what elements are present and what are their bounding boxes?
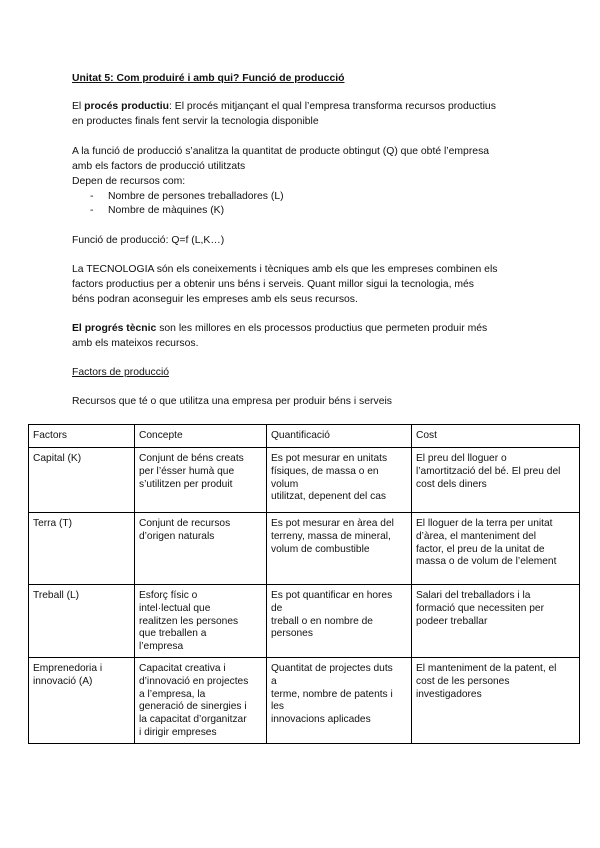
dash-bullet-icon: -	[90, 205, 94, 216]
page-title: Unitat 5: Com produiré i amb qui? Funció de producció	[72, 73, 345, 84]
cell-concepte	[135, 585, 267, 658]
cell-concepte	[135, 448, 267, 513]
cell-text-line: de	[271, 602, 283, 614]
production-function-formula: Funció de producció: Q=f (L,K…)	[72, 235, 225, 246]
cell-text-line: a l’empresa, la	[139, 688, 206, 700]
funcio-intro-line-3: Depen de recursos com:	[72, 176, 186, 187]
proces-definition-text: : El procés mitjançant el qual l’empresa transforma recursos productius	[169, 101, 496, 112]
cell-text-line: terreny, massa de mineral,	[271, 530, 391, 542]
cell-text-line: cost dels diners	[416, 478, 487, 490]
cell-text-line: a	[271, 675, 277, 687]
cell-factor	[29, 448, 135, 513]
cell-text-line: innovació (A)	[33, 675, 93, 687]
cell-text-line: Es pot mesurar en unitats	[271, 453, 388, 464]
cell-text-line: generació de sinergies i	[139, 701, 247, 713]
cell-text-line: innovacions aplicades	[271, 714, 371, 726]
cell-text-line: Terra (T)	[33, 518, 73, 529]
dash-bullet-icon: -	[90, 191, 94, 202]
cell-text-line: El manteniment de la patent, el	[416, 662, 557, 674]
factors-intro: Recursos que té o que utilitza una empresa per produir béns i serveis	[72, 396, 392, 407]
table-row	[29, 585, 580, 658]
cell-text-line: d’origen naturals	[139, 530, 215, 542]
cell-text-line: per l’ésser humà que	[139, 465, 235, 477]
cell-text-line: treball o en nombre de	[271, 615, 373, 627]
cell-factor	[29, 585, 135, 658]
resources-list	[90, 190, 284, 218]
funcio-intro-line-1: A la funció de producció s’analitza la quantitat de producte obtingut (Q) que obté l’empresa	[72, 146, 490, 157]
proces-definition-line-1	[72, 100, 496, 114]
cell-text-line: l’empresa	[139, 641, 184, 653]
header-factors: Factors	[29, 425, 135, 448]
progres-line-1: El progrés tècnic son les millores en els processos productius que permeten produir més	[72, 323, 488, 334]
tecnologia-line-1: La TECNOLOGIA són els coneixements i tècniques amb els que les empreses combinen els	[72, 264, 498, 275]
cell-text-line: volum de combustible	[271, 543, 370, 555]
factors-heading: Factors de producció	[72, 367, 170, 378]
cell-cost	[412, 513, 580, 585]
cell-quantificacio	[267, 513, 412, 585]
header-cost: Cost	[412, 425, 580, 448]
tecnologia-line-3: béns podran aconseguir les empreses amb els seus recursos.	[72, 294, 358, 305]
cell-text-line: s’utilitzen per produit	[139, 478, 233, 490]
table-row	[29, 657, 580, 743]
cell-factor	[29, 657, 135, 743]
cell-text-line: que treballen a	[139, 628, 207, 640]
tecnologia-line-2: factors productius per a obtenir uns béns i serveis. Quant millor sigui la tecnologia, més	[72, 279, 474, 290]
cell-text-line: massa o de volum de l’element	[416, 556, 557, 568]
cell-text-line: volum	[271, 478, 299, 490]
cell-cost	[412, 448, 580, 513]
header-concepte: Concepte	[135, 425, 267, 448]
cell-text-line: formació que necessiten per	[416, 602, 544, 614]
proces-definition-line-2: en productes finals fent servir la tecnologia disponible	[72, 116, 319, 127]
cell-concepte	[135, 657, 267, 743]
table-header-row	[29, 425, 580, 448]
funcio-intro-line-2: amb els factors de producció utilitzats	[72, 161, 246, 172]
cell-text-line: Capacitat creativa i	[139, 662, 226, 674]
cell-quantificacio	[267, 657, 412, 743]
cell-concepte	[135, 513, 267, 585]
cell-text-line: Esforç físic o	[139, 590, 198, 601]
cell-text-line: i dirigir empreses	[139, 726, 217, 738]
cell-text-line: Salari del treballadors i la	[416, 590, 531, 601]
cell-text-line: investigadores	[416, 688, 482, 700]
cell-text-line: persones	[271, 628, 313, 640]
list-item: - Nombre de persones treballadores (L)	[90, 191, 284, 202]
cell-text-line: Treball (L)	[33, 590, 80, 601]
cell-text-line: la capacitat d’organitzar	[139, 714, 247, 726]
cell-text-line: d’innovació en projectes	[139, 675, 249, 687]
cell-cost	[412, 585, 580, 658]
cell-text-line: terme, nombre de patents i	[271, 688, 393, 700]
cell-quantificacio	[267, 585, 412, 658]
cell-factor	[29, 513, 135, 585]
cell-text-line: El preu del lloguer o	[416, 453, 507, 464]
proces-prefix: El	[72, 101, 85, 112]
cell-text-line: l’amortització del bé. El preu del	[416, 465, 561, 477]
cell-text-line: les	[271, 701, 285, 713]
cell-text-line: Conjunt de recursos	[139, 518, 231, 529]
cell-text-line: Capital (K)	[33, 453, 82, 464]
cell-text-line: físiques, de massa o en	[271, 465, 379, 477]
cell-text-line: d’àrea, el manteniment del	[416, 530, 537, 542]
cell-text-line: Quantitat de projectes duts	[271, 662, 393, 674]
cell-text-line: intel·lectual que	[139, 602, 211, 614]
progres-line-2: amb els mateixos recursos.	[72, 338, 199, 349]
proces-term: procés productiu	[84, 101, 170, 112]
cell-text-line: El lloguer de la terra per unitat	[416, 518, 553, 529]
cell-text-line: utilitzat, depenent del cas	[271, 491, 386, 503]
table-row	[29, 448, 580, 513]
cell-text-line: cost de les persones	[416, 675, 510, 687]
cell-cost	[412, 657, 580, 743]
cell-text-line: Es pot mesurar en àrea del	[271, 518, 394, 529]
cell-text-line: podeer treballar	[416, 615, 488, 627]
cell-text-line: factor, el preu de la unitat de	[416, 543, 545, 555]
factors-table	[28, 424, 580, 744]
table-row	[29, 513, 580, 585]
list-item: - Nombre de màquines (K)	[90, 205, 225, 216]
cell-text-line: Conjunt de béns creats	[139, 453, 244, 464]
cell-quantificacio	[267, 448, 412, 513]
cell-text-line: realitzen les persones	[139, 615, 239, 627]
cell-text-line: Emprenedoria i	[33, 662, 103, 674]
cell-text-line: Es pot quantificar en hores	[271, 590, 393, 601]
header-quantificacio: Quantificació	[267, 425, 412, 448]
progres-term: El progrés tècnic	[72, 323, 157, 334]
